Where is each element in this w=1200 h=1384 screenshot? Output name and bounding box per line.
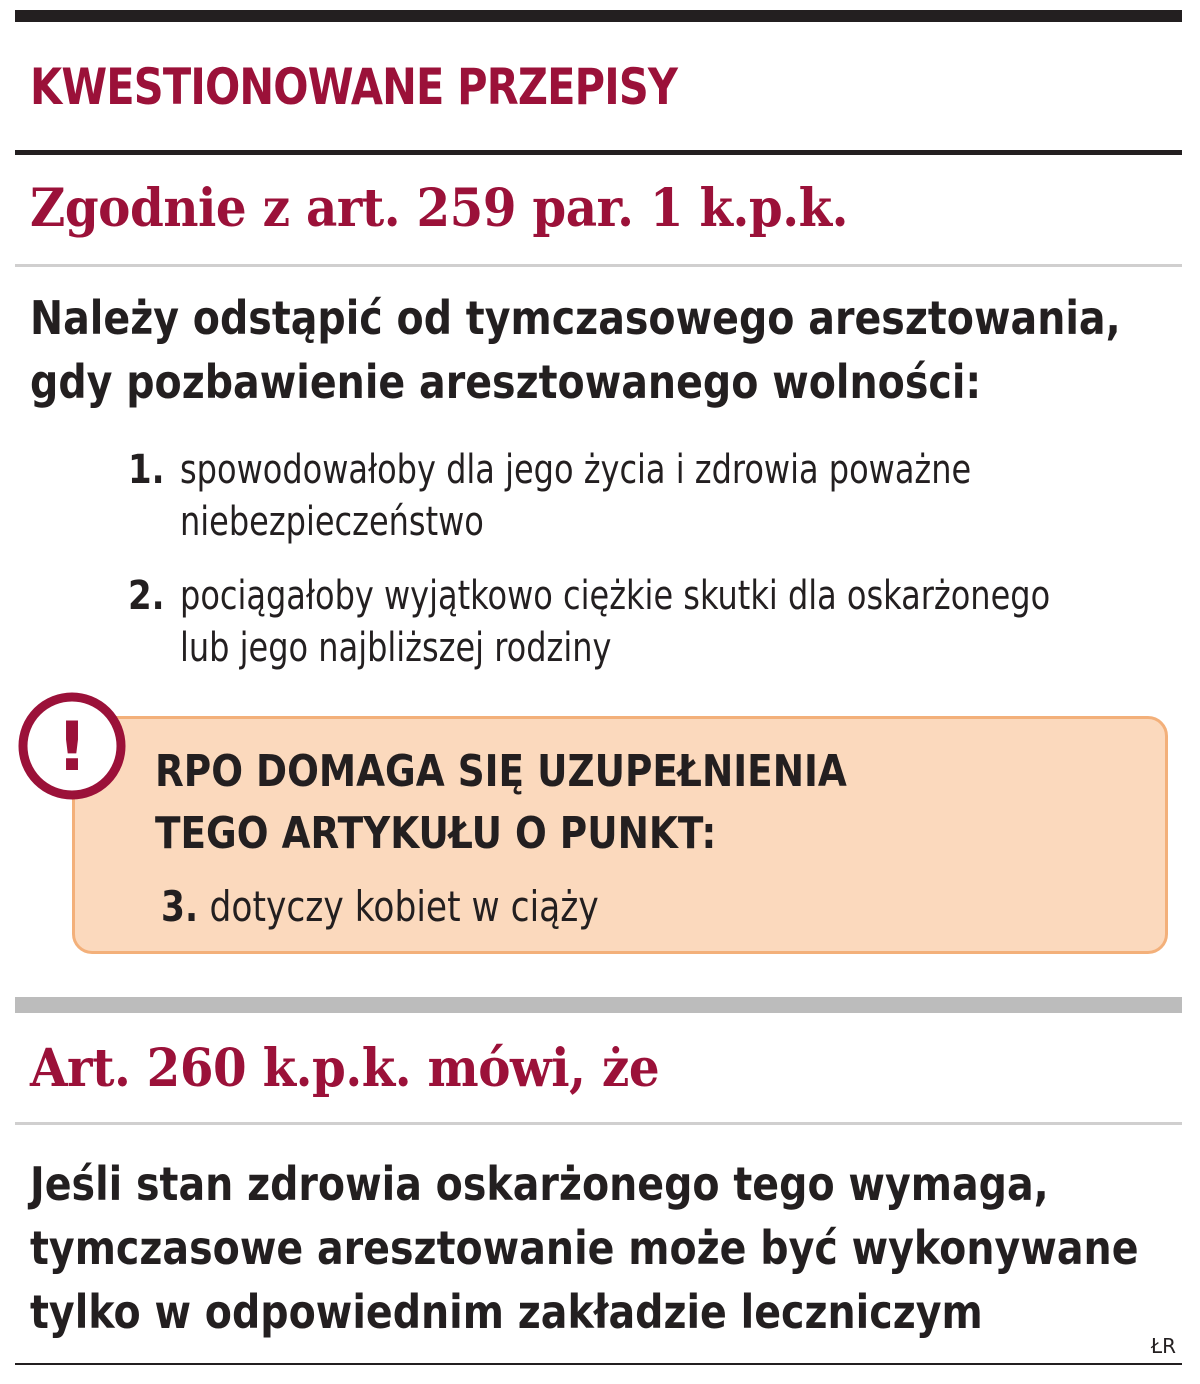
callout-item-text: dotyczy kobiet w ciąży [209,882,599,931]
section-2-lead-line: Jeśli stan zdrowia oskarżonego tego wymaga, [30,1157,1049,1211]
section-2-divider [15,1122,1182,1125]
section-1-list [128,444,1200,696]
infographic-kicker: KWESTIONOWANE PRZEPISY [30,58,678,116]
section-2-lead [30,1152,1139,1344]
section-2-lead-line: tylko w odpowiednim zakładzie leczniczym [30,1285,983,1339]
callout-item-number: 3. [161,882,199,931]
list-item-text [180,444,1050,548]
section-2-title: Art. 260 k.p.k. mówi, że [30,1038,660,1099]
header-rule [15,150,1182,155]
list-item-line: pociągałoby wyjątkowo ciężkie skutki dla oskarżonego [180,573,1051,619]
list-item-line: lub jego najbliższej rodziny [180,625,612,671]
section-1-lead-line: gdy pozbawienie aresztowanego wolności: [30,355,982,409]
section-1-lead [30,286,1121,414]
top-rule [15,10,1182,22]
list-item-line: spowodowałoby dla jego życia i zdrowia poważne [180,447,972,493]
section-separator [15,997,1182,1013]
section-1-lead-line: Należy odstąpić od tymczasowego aresztowania, [30,291,1121,345]
list-item-line: niebezpieczeństwo [180,499,484,545]
section-2-lead-line: tymczasowe aresztowanie może być wykonywane [30,1221,1139,1275]
callout-item [161,879,599,935]
callout-heading-line: RPO DOMAGA SIĘ UZUPEŁNIENIA [155,746,847,797]
rpo-callout-box [72,716,1168,954]
callout-heading [155,741,847,865]
bottom-rule [15,1363,1182,1365]
section-1-title: Zgodnie z art. 259 par. 1 k.p.k. [30,178,849,239]
exclamation-glyph: ! [56,708,88,787]
callout-heading-line: TEGO ARTYKUŁU O PUNKT: [155,808,717,859]
author-credit: ŁR [1150,1334,1176,1358]
list-item [128,444,1200,548]
list-item-number: 1. [128,447,165,493]
list-item-number: 2. [128,573,165,619]
list-item [128,570,1200,674]
exclamation-icon [16,690,128,802]
list-item-text [180,570,1050,674]
section-1-divider [15,264,1182,267]
